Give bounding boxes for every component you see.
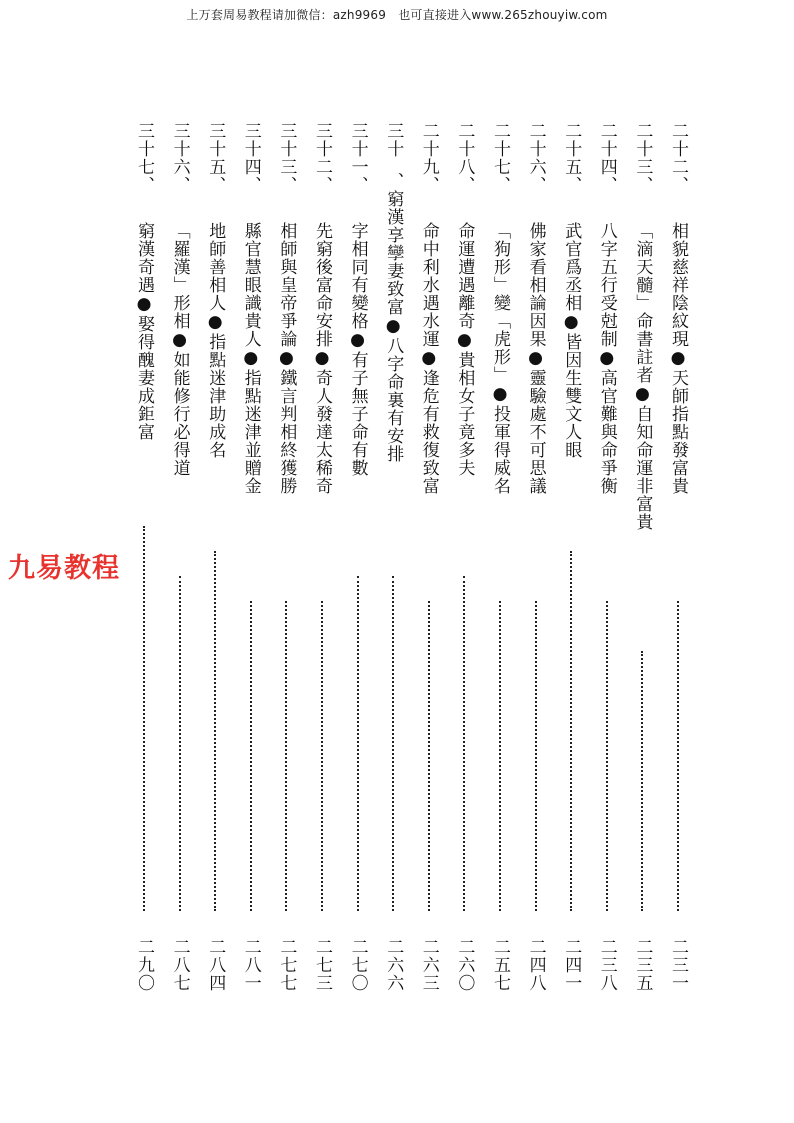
toc-entry-page: 二八七	[169, 938, 190, 992]
toc-entry	[630, 122, 654, 992]
watermark: 九易教程	[8, 553, 120, 584]
toc-entry-page: 二四一	[561, 938, 582, 992]
toc-entry	[168, 122, 192, 992]
toc-entry-title: 字相同有變格●有子無子命有數	[347, 222, 368, 477]
dot-leader	[463, 576, 465, 911]
toc-entry	[452, 122, 476, 992]
toc-entry-page: 二八四	[205, 938, 226, 992]
dot-leader	[677, 601, 679, 911]
toc-entry	[203, 122, 227, 992]
toc-entry-title: 地師善相人●指點迷津助成名	[205, 222, 226, 459]
toc-entry-title: 窮漢奇遇●娶得醜妻成鉅富	[134, 222, 154, 441]
toc-entry-page: 二四八	[525, 938, 546, 992]
dot-leader	[535, 601, 537, 911]
toc-entry-number: 二十六、	[525, 122, 546, 194]
table-of-contents	[0, 122, 794, 1002]
toc-entry-title: 武官爲丞相●皆因生雙文人眼	[561, 222, 582, 459]
toc-entry-title: 先窮後富命安排●奇人發達太稀奇	[312, 222, 332, 495]
toc-entry-number: 二十七、	[490, 122, 510, 194]
toc-entry-number: 三十三、	[276, 122, 297, 194]
toc-entry-title: 命運遭遇離奇●貴相女子竟多夫	[454, 222, 475, 477]
toc-entry-title: 佛家看相論因果●靈驗處不可思議	[525, 222, 546, 495]
toc-entry-page: 二三一	[668, 938, 688, 992]
dot-leader	[606, 601, 608, 911]
toc-entry-title: 「狗形」變「虎形」●投軍得威名	[490, 222, 510, 495]
toc-entry-number: 三十五、	[205, 122, 226, 194]
toc-entry-title: 、窮漢享孿妻致富●八字命裏有安排	[383, 172, 404, 463]
toc-entry-title: 相貌慈祥陰紋現●天師指點發富貴	[668, 222, 688, 495]
toc-entry-page: 二七三	[312, 938, 332, 992]
toc-entry-page: 二七〇	[347, 938, 368, 992]
toc-entry-number: 三十四、	[240, 122, 261, 194]
toc-entry-title: 「羅漢」形相●如能修行必得道	[169, 222, 190, 477]
toc-entry	[595, 122, 619, 992]
toc-entry	[559, 122, 583, 992]
toc-entry-number: 三十二、	[312, 122, 332, 194]
dot-leader	[357, 576, 359, 911]
toc-entry-title: 命中利水遇水運●逢危有救復致富	[418, 222, 439, 495]
dot-leader	[570, 551, 572, 911]
toc-entry-title: 八字五行受尅制●高官難與命爭衡	[596, 222, 617, 495]
toc-entry-page: 二六六	[383, 938, 404, 992]
toc-entry	[488, 122, 512, 992]
toc-entry-page: 二六三	[418, 938, 439, 992]
toc-entry-page: 二六〇	[454, 938, 475, 992]
toc-entry-number: 二十二、	[668, 122, 688, 194]
page-header-banner: 上万套周易教程请加微信：azh9969 也可直接进入www.265zhouyiw.com	[186, 8, 608, 22]
toc-entry	[310, 122, 334, 992]
dot-leader	[250, 601, 252, 911]
toc-entry	[381, 122, 405, 992]
dot-leader	[428, 601, 430, 911]
toc-entry-title: 相師與皇帝爭論●鐵言判相終獲勝	[276, 222, 297, 495]
toc-entry-page: 二七七	[276, 938, 297, 992]
toc-entry-number: 三十	[383, 122, 404, 158]
toc-entry-number: 三十七、	[134, 122, 154, 194]
dot-leader	[285, 601, 287, 911]
dot-leader	[143, 526, 145, 911]
toc-entry-page: 二三八	[596, 938, 617, 992]
toc-entry-number: 三十一、	[347, 122, 368, 194]
toc-entry-page: 二八一	[240, 938, 261, 992]
toc-entry-number: 二十八、	[454, 122, 475, 194]
toc-entry-number: 二十四、	[596, 122, 617, 194]
toc-entry-number: 二十三、	[632, 122, 653, 194]
toc-entry	[239, 122, 263, 992]
toc-entry-number: 三十六、	[169, 122, 190, 194]
dot-leader	[179, 576, 181, 911]
toc-entry-number: 二十九、	[418, 122, 439, 194]
toc-entry	[274, 122, 298, 992]
toc-entry	[666, 122, 690, 992]
toc-entry-page: 二九〇	[134, 938, 154, 992]
dot-leader	[641, 651, 643, 911]
toc-entry	[524, 122, 548, 992]
dot-leader	[392, 576, 394, 911]
dot-leader	[321, 601, 323, 911]
dot-leader	[499, 601, 501, 911]
toc-entry	[132, 122, 156, 992]
toc-entry-title: 縣官慧眼識貴人●指點迷津並贈金	[240, 222, 261, 495]
toc-entry	[346, 122, 370, 992]
toc-entry-page: 二三五	[632, 938, 653, 992]
toc-entry-number: 二十五、	[561, 122, 582, 194]
toc-entry	[417, 122, 441, 992]
toc-entry-title: 「滴天髓」命書註者●自知命運非富貴	[632, 222, 653, 531]
dot-leader	[214, 551, 216, 911]
toc-entry-page: 二五七	[490, 938, 510, 992]
